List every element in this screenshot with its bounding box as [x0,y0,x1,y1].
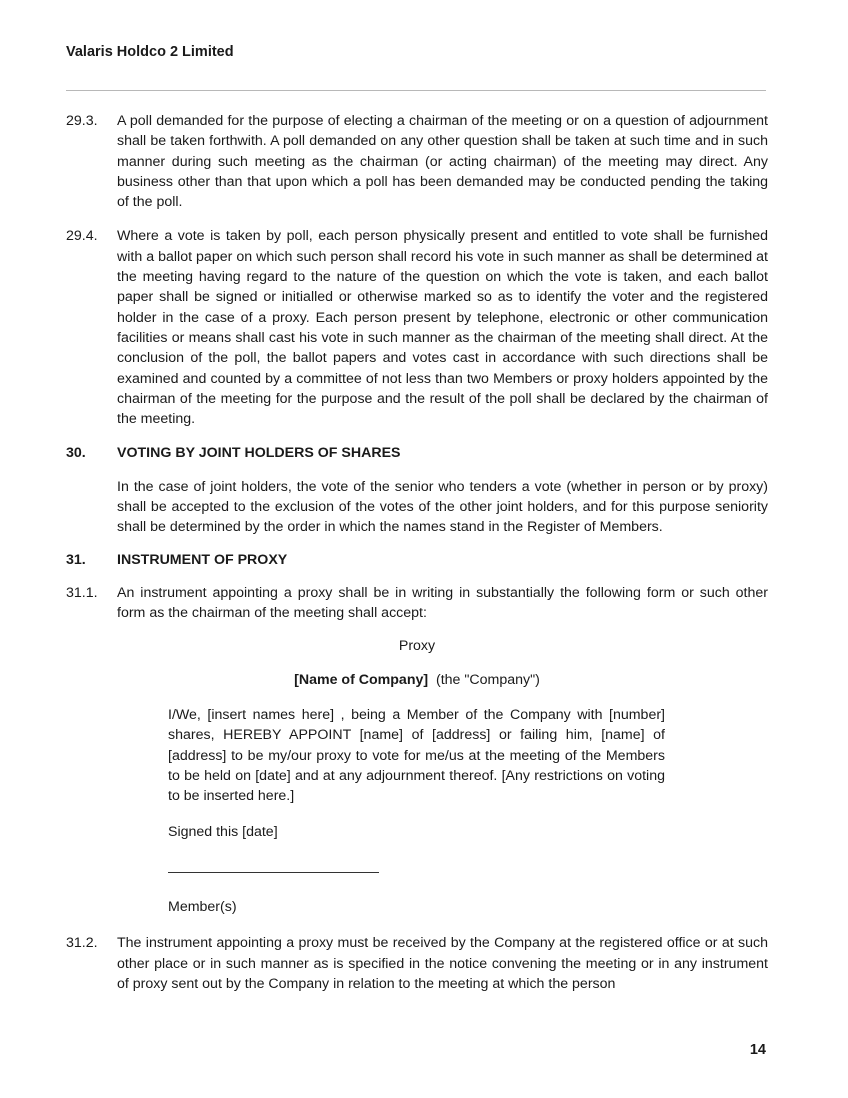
section-number: 31. [66,551,86,568]
document-body [66,111,768,1008]
clause-text: Where a vote is taken by poll, each person physically present and entitled to vote shall be furnished with a ballot paper on which such person shall record his vote in such manner as shall be determined at the meeting having regard to the nature of the question on which the vote is taken, and each ballot paper shall be signed or initialled or otherwise marked so as to identify the voter and the registered holder in the case of a proxy. Each person present by telephone, electronic or other communication facilities or means shall cast his vote in such manner as the chairman of the meeting shall direct. At the conclusion of the poll, the ballot papers and votes cast in accordance with such directions shall be examined and counted by a committee of not less than two Members or proxy holders appointed by the chairman of the meeting for the purpose and the result of the poll shall be declared by the chairman of the meeting. [117,228,768,428]
clause-number: 31.2. [66,935,98,952]
document-header-title: Valaris Holdco 2 Limited [66,44,234,60]
header-divider [66,90,766,91]
clause-29-3 [66,111,768,212]
clause-31-1 [66,583,768,624]
page-number: 14 [749,1042,766,1058]
proxy-form-company-line [66,670,768,690]
proxy-signed-line: Signed this [date] [168,823,278,840]
clause-number: 29.3. [66,113,98,129]
proxy-company-suffix: (the "Company") [428,671,540,688]
clause-number: 29.4. [66,228,98,245]
section-number: 30. [66,445,86,462]
clause-31-2 [66,933,768,994]
clause-text: A poll demanded for the purpose of electing a chairman of the meeting or on a question of adjournment shall be taken forthwith. A poll demanded on any other question shall be taken at such time and in such manner during such meeting as the chairman (or acting chairman) of the meeting may direct. Any business other than that upon which a poll has been demanded may be conducted pending the taking of the poll. [117,113,768,211]
clause-text: The instrument appointing a proxy must be received by the Company at the registered office or at such other place or in such manner as is specified in the notice convening the meeting or in any instrument of proxy sent out by the Company in relation to the meeting at which the person [117,935,768,992]
proxy-form-title: Proxy [398,637,436,654]
section-title: VOTING BY JOINT HOLDERS OF SHARES [117,445,401,462]
section-30-text: In the case of joint holders, the vote of the senior who tenders a vote (whether in person or by proxy) shall be accepted to the exclusion of the votes of the other joint holders, and for this purpose seniority shall be determined by the order in which the names stand in the Register of Members. [117,478,768,536]
clause-number: 31.1. [66,584,98,601]
signature-line [168,872,379,873]
proxy-form-body: I/We, [insert names here] , being a Member of the Company with [number] shares, HEREBY APPOINT [name] of [address] or failing him, [name] of [address] to be my/our proxy to vote for me/us at the meeting of the Members to be held on [date] and at any adjournment thereof. [Any restrictions on voting to be inserted here.] [168,707,665,805]
proxy-member-label: Member(s) [168,898,237,915]
section-heading-31 [66,550,768,570]
section-title: INSTRUMENT OF PROXY [117,551,288,568]
section-heading-30 [66,443,768,463]
proxy-company-name: [Name of Company] [294,671,429,688]
clause-text: An instrument appointing a proxy shall be in writing in substantially the following form or such other form as the chairman of the meeting shall accept: [117,584,768,622]
clause-29-4 [66,226,768,429]
